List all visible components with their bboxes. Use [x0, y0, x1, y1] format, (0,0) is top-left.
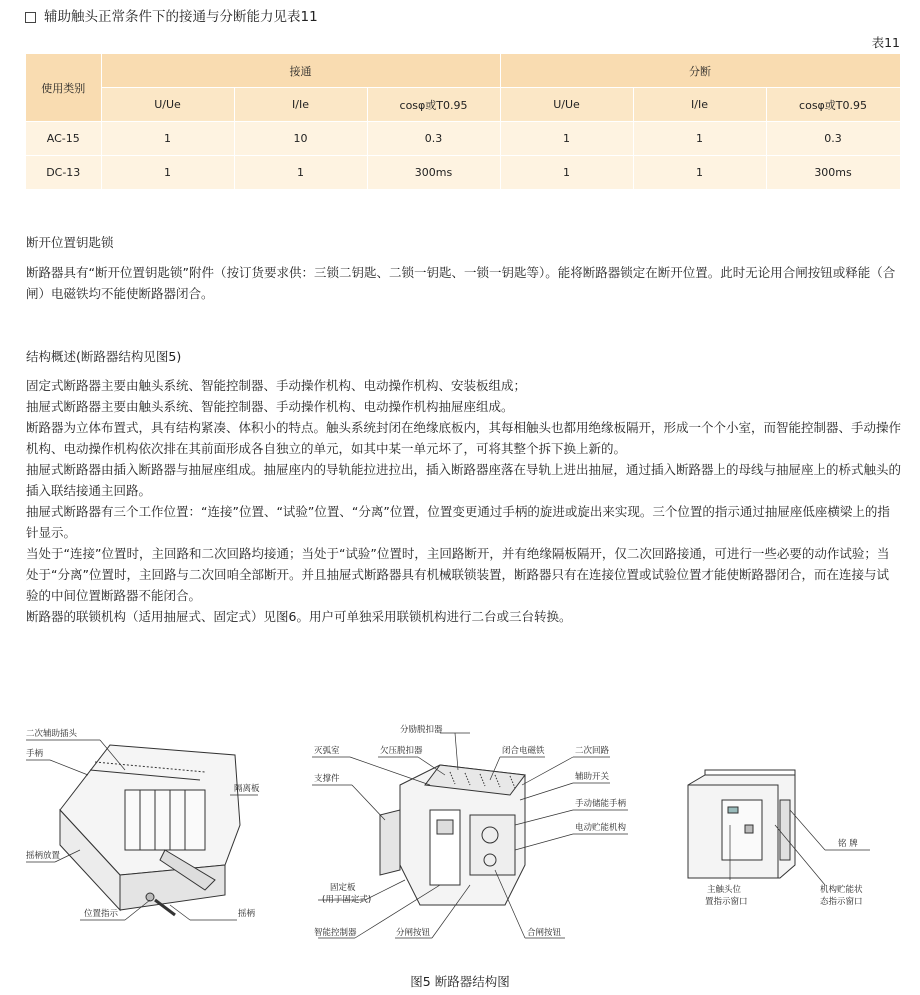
breaker-structure-figure: [0, 700, 920, 960]
section-paragraph: 抽屉式断路器主要由触头系统、智能控制器、手动操作机构、电动操作机构抽屉座组成。: [26, 399, 514, 414]
table-cell: 1: [101, 122, 234, 156]
section-paragraph: 抽屉式断路器有三个工作位置：“连接”位置、“试验”位置、“分离”位置，位置变更通过手柄的旋进或旋出来实现。三个位置的指示通过抽屉座低座横梁上的指针显示。: [26, 504, 890, 540]
section-structure: [26, 346, 901, 627]
section-key-lock: [26, 232, 901, 304]
label-open-button: 分闸按钮: [396, 928, 431, 938]
make-header: 接通: [101, 54, 500, 88]
label-nameplate: 铭 牌: [838, 839, 858, 849]
row-category: AC-15: [26, 122, 101, 156]
label-close-button: 合闸按钮: [527, 928, 562, 938]
label-arc-chute: 灭弧室: [314, 746, 340, 756]
label-mounting-plate-note: (用于固定式): [322, 895, 372, 905]
drawout-cradle-drawing: [60, 745, 240, 915]
sub-header: I/Ie: [633, 88, 766, 122]
section-paragraph: 断路器具有“断开位置钥匙锁”附件（按订货要求供：三锁二钥匙、二锁一钥匙、一锁一钥匙等）。能将断路器锁定在断开位置。此时无论用合闸按钮或释能（合闸）电磁铁均不能使断路器闭合。: [26, 265, 896, 301]
label-handle: 手柄: [26, 749, 44, 759]
sub-header: cosφ或T0.95: [766, 88, 900, 122]
breaker-body-drawing: [380, 765, 525, 905]
label-handle-rest: 摇柄放置: [26, 851, 61, 861]
label-position-indicator: 位置指示: [84, 909, 119, 919]
front-panel-drawing: [688, 770, 795, 878]
table-cell: 1: [633, 156, 766, 190]
label-main-contact-window-2: 置指示窗口: [705, 897, 748, 907]
section-paragraph: 断路器为立体布置式，具有结构紧凑、体积小的特点。触头系统封闭在绝缘底板内，其每相触头也都用绝缘板隔开，形成一个个小室，而智能控制器、手动操作机构、电动操作机构依次排在其前面形成各自独立的单元，如其中某一单元坏了，可将其整个拆下换上新的。: [26, 420, 902, 456]
label-mechanism-window-1: 机构贮能状: [820, 885, 863, 895]
label-mounting-plate: 固定板: [330, 883, 356, 893]
section-paragraph: 抽屉式断路器由插入断路器与抽屉座组成。抽屉座内的导轨能拉进拉出，插入断路器座落在导轨上进出抽屉，通过插入断路器上的母线与抽屉座上的桥式触头的插入联结接通主回路。: [26, 462, 902, 498]
label-shunt-release: 分励脱扣器: [400, 725, 443, 735]
figure-caption: 图5 断路器结构图: [410, 974, 510, 989]
label-motor-mechanism: 电动贮能机构: [575, 823, 627, 833]
table-cell: 10: [234, 122, 367, 156]
sub-header: I/Ie: [234, 88, 367, 122]
table-cell: 1: [500, 122, 633, 156]
table-cell: 0.3: [367, 122, 500, 156]
label-undervoltage-release: 欠压脱扣器: [380, 746, 423, 756]
section-title: 结构概述(断路器结构见图5): [26, 349, 182, 364]
section-paragraph: 固定式断路器主要由触头系统、智能控制器、手动操作机构、电动操作机构、安装板组成；: [26, 378, 527, 393]
label-partition: 隔离板: [234, 784, 260, 794]
break-header: 分断: [500, 54, 900, 88]
sub-header: cosφ或T0.95: [367, 88, 500, 122]
label-aux-switch: 辅助开关: [575, 772, 610, 782]
breaking-capacity-table: [26, 54, 901, 190]
table-cell: 1: [500, 156, 633, 190]
row-category: DC-13: [26, 156, 101, 190]
table-cell: 0.3: [766, 122, 900, 156]
label-support: 支撑件: [314, 774, 340, 784]
table-caption: 表11: [871, 35, 900, 50]
table-cell: 1: [633, 122, 766, 156]
sub-header: U/Ue: [101, 88, 234, 122]
label-secondary-plug: 二次辅助插头: [26, 729, 78, 739]
label-crank: 摇柄: [238, 909, 256, 919]
label-controller: 智能控制器: [314, 928, 357, 938]
label-closing-magnet: 闭合电磁铁: [502, 746, 545, 756]
section-title: 断开位置钥匙锁: [26, 235, 114, 250]
page-heading: 辅助触头正常条件下的接通与分断能力见表11: [44, 9, 318, 25]
table-cell: 300ms: [367, 156, 500, 190]
sub-header: U/Ue: [500, 88, 633, 122]
label-main-contact-window-1: 主触头位: [707, 885, 742, 895]
table-row: [26, 122, 900, 156]
table-row: [26, 156, 900, 190]
section-paragraph: 断路器的联锁机构（适用抽屉式、固定式）见图6。用户可单独采用联锁机构进行二台或三台转换。: [26, 609, 572, 624]
table-cell: 1: [101, 156, 234, 190]
label-secondary-circuit: 二次回路: [575, 746, 610, 756]
label-mechanism-window-2: 态指示窗口: [820, 897, 863, 907]
category-header: 使用类别: [26, 54, 101, 122]
label-manual-charge-handle: 手动储能手柄: [575, 799, 627, 809]
table-cell: 1: [234, 156, 367, 190]
heading-checkbox-icon: [25, 12, 36, 23]
table-cell: 300ms: [766, 156, 900, 190]
section-paragraph: 当处于“连接”位置时，主回路和二次回路均接通；当处于“试验”位置时，主回路断开，并有绝缘隔板隔开，仅二次回路接通，可进行一些必要的动作试验；当处于“分离”位置时，主回路与二次回咱全部断开。并且抽屉式断路器具有机械联锁装置，断路器只有在连接位置或试验位置才能使断路器闭合，而在连接与试验的中间位置断路器不能闭合。: [26, 546, 890, 603]
